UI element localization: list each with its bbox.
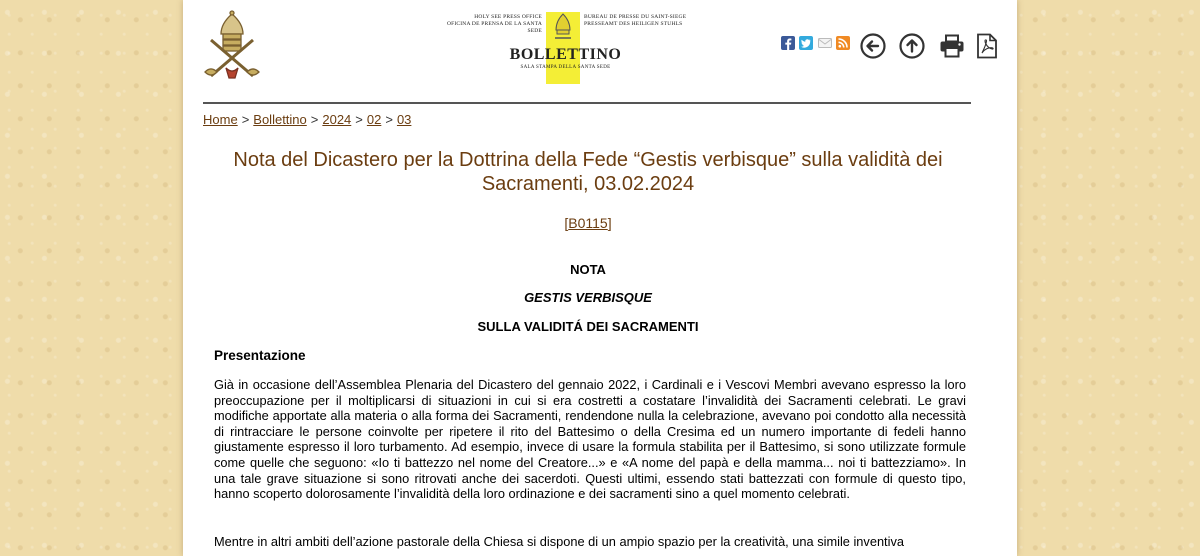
masthead-right-text	[584, 14, 694, 28]
breadcrumb-month-link[interactable]: 02	[366, 112, 382, 127]
email-icon[interactable]	[818, 36, 832, 50]
masthead-left-text	[446, 14, 542, 35]
breadcrumb	[203, 112, 411, 127]
header-divider	[203, 102, 971, 104]
breadcrumb-year-link[interactable]: 2024	[322, 112, 352, 127]
pdf-icon[interactable]	[976, 33, 998, 59]
breadcrumb-bollettino-link[interactable]: Bollettino	[253, 112, 307, 127]
breadcrumb-separator: >	[241, 112, 250, 127]
code-bracket-open: [	[564, 215, 569, 231]
masthead-line: HOLY SEE PRESS OFFICE	[474, 14, 542, 20]
back-arrow-icon[interactable]	[860, 33, 886, 59]
breadcrumb-separator: >	[355, 112, 363, 127]
code-bracket-close: ]	[607, 215, 612, 231]
section-title-presentazione: Presentazione	[214, 348, 306, 363]
body-paragraph: Già in occasione dell’Assemblea Plenaria del Dicastero del gennaio 2022, i Cardinali e i Vescovi Membri avevano espresso la loro preoccupazione per il moltiplicarsi di situazioni in cui si era costretti a costatare l’invalidità dei Sacramenti celebrati. Le gravi modifiche apportate alla materia o alla forma dei Sacramenti, rendendone nulla la celebrazione, avevano poi condotto alla necessità di rintracciare le persone coinvolte per ripetere il rito del Battesimo o della Cresima ed un numero importante di fedeli hanno giustamente espresso il loro turbamento. Ad esempio, invece di usare la formula stabilita per il Battesimo, si sono utilizzate formule come quelle che seguono: «Io ti battezzo nel nome del Creatore...» e «A nome del papà e della mamma... noi ti battezziamo». In una tale grave situazione si sono ritrovati anche dei sacerdoti. Questi ultimi, essendo stati battezzati con formule di questo tipo, hanno scoperto dolorosamente l’invalidità della loro ordinazione e dei sacramenti sino a quel momento celebrati.	[214, 377, 966, 502]
page-content	[183, 0, 1017, 556]
page-title: Nota del Dicastero per la Dottrina della Fede “Gestis verbisque” sulla validità dei Sacramenti, 03.02.2024	[233, 149, 943, 195]
masthead-line: PRESSEAMT DES HEILIGEN STUHLS	[584, 21, 683, 27]
bulletin-code-link[interactable]: B0115	[568, 215, 608, 231]
breadcrumb-separator: >	[310, 112, 319, 127]
breadcrumb-day-link[interactable]: 03	[396, 112, 412, 127]
bollettino-title: BOLLETTINO	[509, 46, 622, 63]
print-icon[interactable]	[939, 34, 965, 58]
heading-gestis-verbisque: GESTIS VERBISQUE	[524, 290, 652, 305]
facebook-icon[interactable]	[781, 36, 795, 50]
bollettino-masthead[interactable]	[446, 12, 686, 84]
breadcrumb-separator: >	[385, 112, 393, 127]
masthead-tiara-icon	[546, 12, 580, 42]
masthead-line: BUREAU DE PRESSE DU SAINT-SIEGE	[584, 14, 687, 20]
rss-icon[interactable]	[836, 36, 850, 50]
heading-sulla-validita: SULLA VALIDITÁ DEI SACRAMENTI	[477, 319, 699, 334]
papal-crest-logo	[201, 10, 263, 84]
bulletin-code	[203, 215, 973, 231]
bollettino-subtitle: SALA STAMPA DELLA SANTA SEDE	[520, 65, 611, 70]
breadcrumb-home-link[interactable]: Home	[203, 112, 238, 127]
heading-nota: NOTA	[570, 262, 606, 277]
twitter-icon[interactable]	[799, 36, 813, 50]
scroll-top-icon[interactable]	[899, 33, 925, 59]
masthead-line: OFICINA DE PRENSA DE LA SANTA SEDE	[446, 21, 542, 34]
body-paragraph: Mentre in altri ambiti dell’azione pastorale della Chiesa si dispone di un ampio spazio per la creatività, una simile inventiva	[214, 534, 904, 549]
